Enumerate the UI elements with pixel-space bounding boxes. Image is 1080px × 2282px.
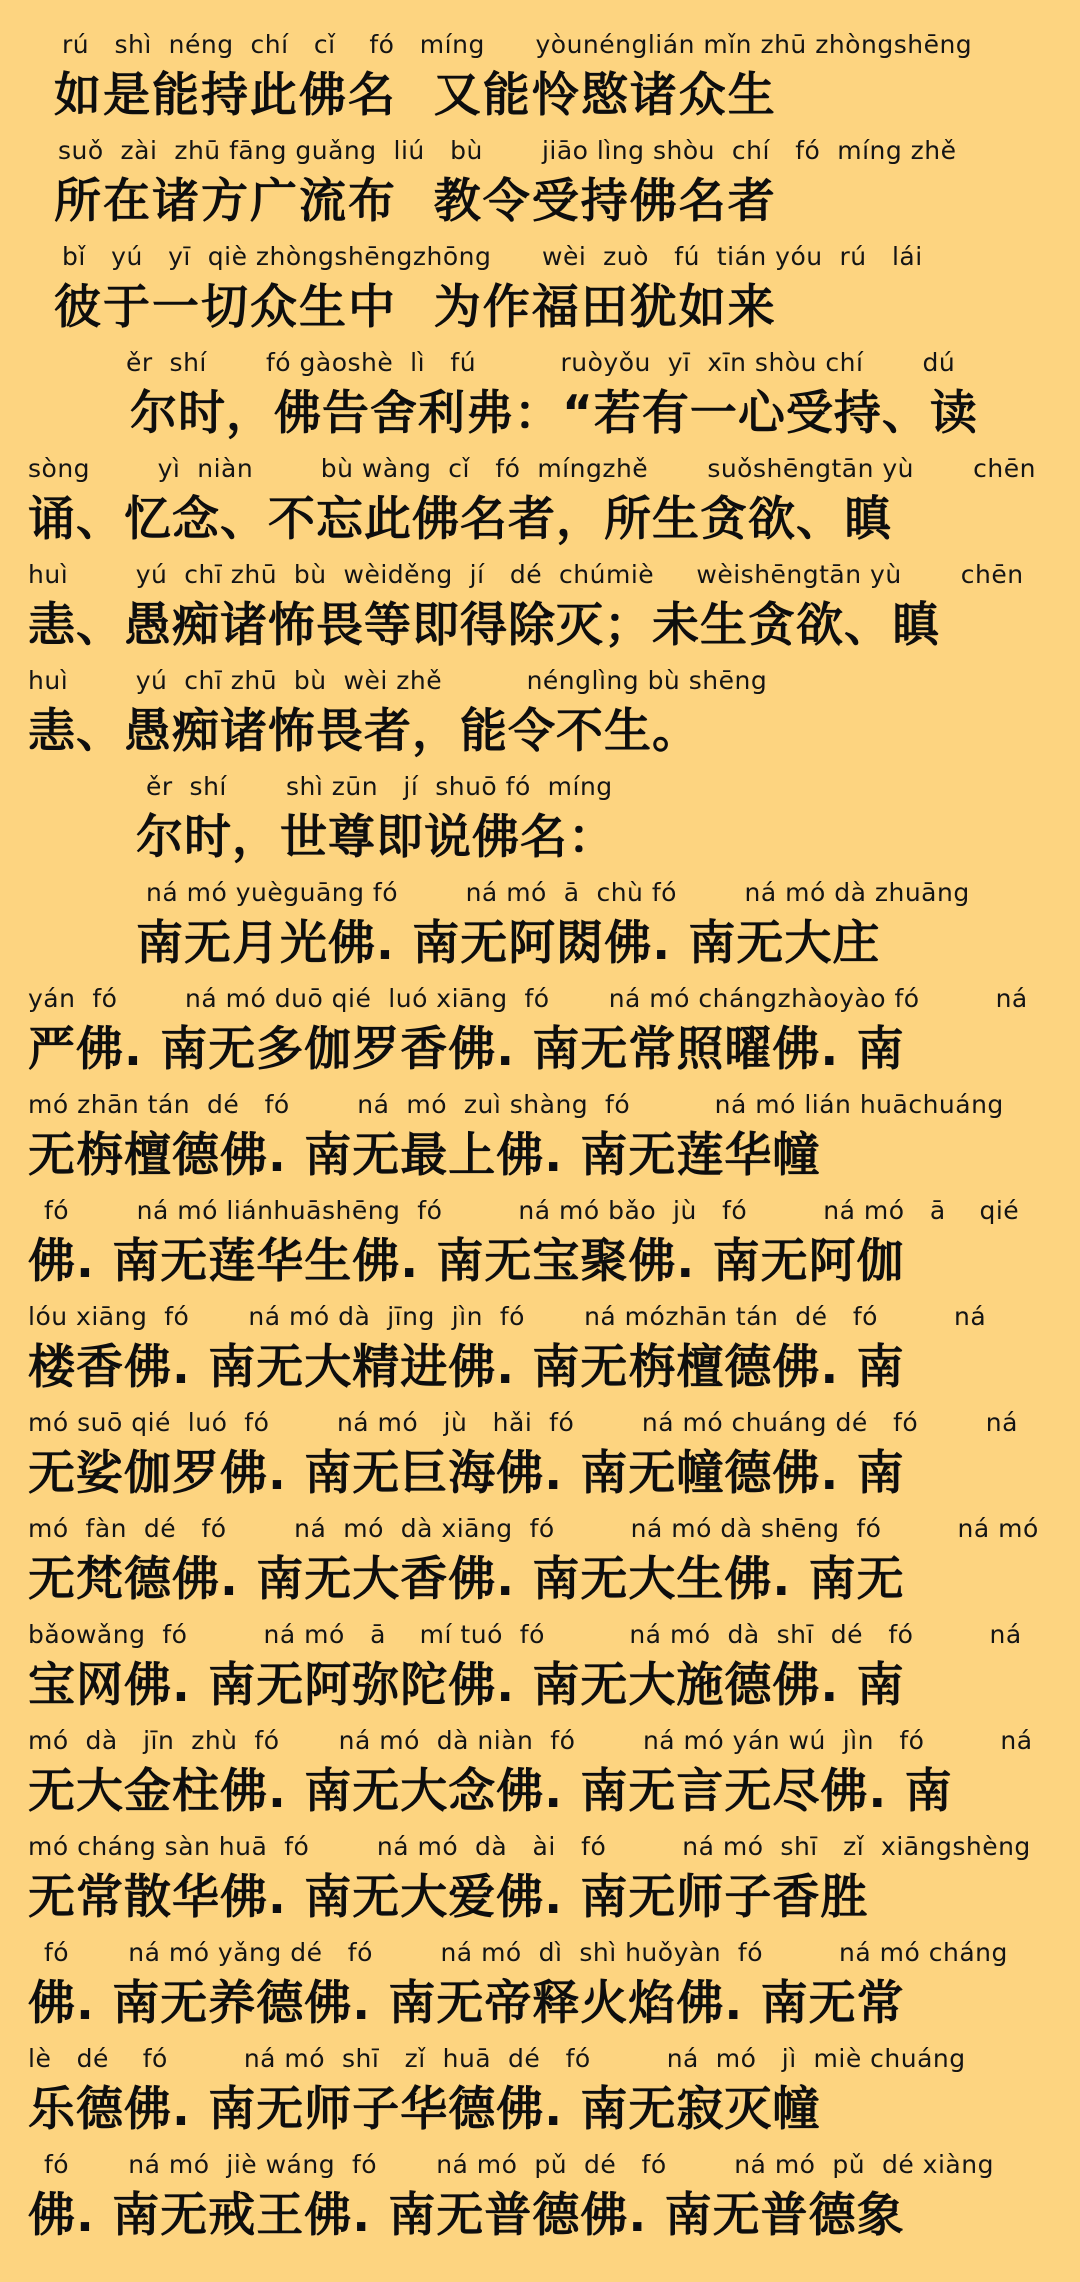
pinyin-row: bǎowǎng fó ná mó ā mí tuó fó ná mó dà shī dé fó ná xyxy=(28,1620,1022,1649)
pinyin-row: yán fó ná mó duō qié luó xiāng fó ná mó chángzhàoyào fó ná xyxy=(28,984,1028,1013)
pinyin-row: fó ná mó yǎng dé fó ná mó dì shì huǒyàn fó ná mó cháng xyxy=(44,1938,1008,1967)
pinyin-row: lóu xiāng fó ná mó dà jīng jìn fó ná mózhān tán dé fó ná xyxy=(28,1302,987,1331)
hanzi-row: 宝网佛. 南无阿弥陀佛. 南无大施德佛. 南 xyxy=(28,1658,905,1713)
hanzi-row: 南无月光佛. 南无阿閦佛. 南无大庄 xyxy=(136,916,881,971)
pinyin-row: huì yú chī zhū bù wèi zhě nénglìng bù shēng xyxy=(28,666,768,695)
hanzi-row: 乐德佛. 南无师子华德佛. 南无寂灭幢 xyxy=(28,2082,821,2137)
pinyin-row: suǒ zài zhū fāng guǎng liú bù jiāo lìng shòu chí fó míng zhě xyxy=(58,136,957,165)
pinyin-row: mó zhān tán dé fó ná mó zuì shàng fó ná mó lián huāchuáng xyxy=(28,1090,1004,1119)
hanzi-row: 无娑伽罗佛. 南无巨海佛. 南无幢德佛. 南 xyxy=(28,1446,905,1501)
hanzi-row: 楼香佛. 南无大精进佛. 南无栴檀德佛. 南 xyxy=(28,1340,905,1395)
hanzi-row: 无大金柱佛. 南无大念佛. 南无言无尽佛. 南 xyxy=(28,1764,953,1819)
hanzi-row: 恚、愚痴诸怖畏者，能令不生。 xyxy=(28,704,700,759)
pinyin-row: huì yú chī zhū bù wèiděng jí dé chúmiè wèishēngtān yù chēn xyxy=(28,560,1024,589)
pinyin-row: mó dà jīn zhù fó ná mó dà niàn fó ná mó yán wú jìn fó ná xyxy=(28,1726,1033,1755)
pinyin-row: mó fàn dé fó ná mó dà xiāng fó ná mó dà shēng fó ná mó xyxy=(28,1514,1039,1543)
pinyin-row: sòng yì niàn bù wàng cǐ fó míngzhě suǒshēngtān yù chēn xyxy=(28,454,1036,483)
pinyin-row: fó ná mó liánhuāshēng fó ná mó bǎo jù fó ná mó ā qié xyxy=(44,1196,1020,1225)
hanzi-row: 无栴檀德佛. 南无最上佛. 南无莲华幢 xyxy=(28,1128,821,1183)
pinyin-row: fó ná mó jiè wáng fó ná mó pǔ dé fó ná mó pǔ dé xiàng xyxy=(44,2150,994,2179)
hanzi-row: 佛. 南无养德佛. 南无帝释火焰佛. 南无常 xyxy=(28,1976,905,2031)
hanzi-row: 彼于一切众生中 为作福田犹如来 xyxy=(54,280,777,335)
hanzi-row: 无梵德佛. 南无大香佛. 南无大生佛. 南无 xyxy=(28,1552,905,1607)
pinyin-row: ěr shí fó gàoshè lì fú ruòyǒu yī xīn shòu chí dú xyxy=(126,348,956,377)
hanzi-row: 佛. 南无戒王佛. 南无普德佛. 南无普德象 xyxy=(28,2188,905,2243)
hanzi-row: 诵、忆念、不忘此佛名者，所生贪欲、瞋 xyxy=(28,492,892,547)
hanzi-row: 尔时，世尊即说佛名： xyxy=(136,810,616,865)
pinyin-row: bǐ yú yī qiè zhòngshēngzhōng wèi zuò fú tián yóu rú lái xyxy=(62,242,923,271)
pinyin-row: mó suō qié luó fó ná mó jù hǎi fó ná mó chuáng dé fó ná xyxy=(28,1408,1018,1437)
pinyin-row: rú shì néng chí cǐ fó míng yòunénglián mǐn zhū zhòngshēng xyxy=(62,30,973,59)
pinyin-row: ná mó yuèguāng fó ná mó ā chù fó ná mó dà zhuāng xyxy=(146,878,970,907)
hanzi-row: 恚、愚痴诸怖畏等即得除灭；未生贪欲、瞋 xyxy=(28,598,940,653)
hanzi-row: 所在诸方广流布 教令受持佛名者 xyxy=(54,174,777,229)
hanzi-row: 严佛. 南无多伽罗香佛. 南无常照曜佛. 南 xyxy=(28,1022,905,1077)
hanzi-row: 如是能持此佛名 又能怜愍诸众生 xyxy=(54,68,777,123)
hanzi-row: 佛. 南无莲华生佛. 南无宝聚佛. 南无阿伽 xyxy=(28,1234,905,1289)
hanzi-row: 无常散华佛. 南无大爱佛. 南无师子香胜 xyxy=(28,1870,869,1925)
pinyin-row: ěr shí shì zūn jí shuō fó míng xyxy=(146,772,613,801)
pinyin-row: mó cháng sàn huā fó ná mó dà ài fó ná mó shī zǐ xiāngshèng xyxy=(28,1832,1031,1861)
hanzi-row: 尔时，佛告舍利弗：“若有一心受持、读 xyxy=(130,386,978,441)
pinyin-row: lè dé fó ná mó shī zǐ huā dé fó ná mó jì miè chuáng xyxy=(28,2044,966,2073)
